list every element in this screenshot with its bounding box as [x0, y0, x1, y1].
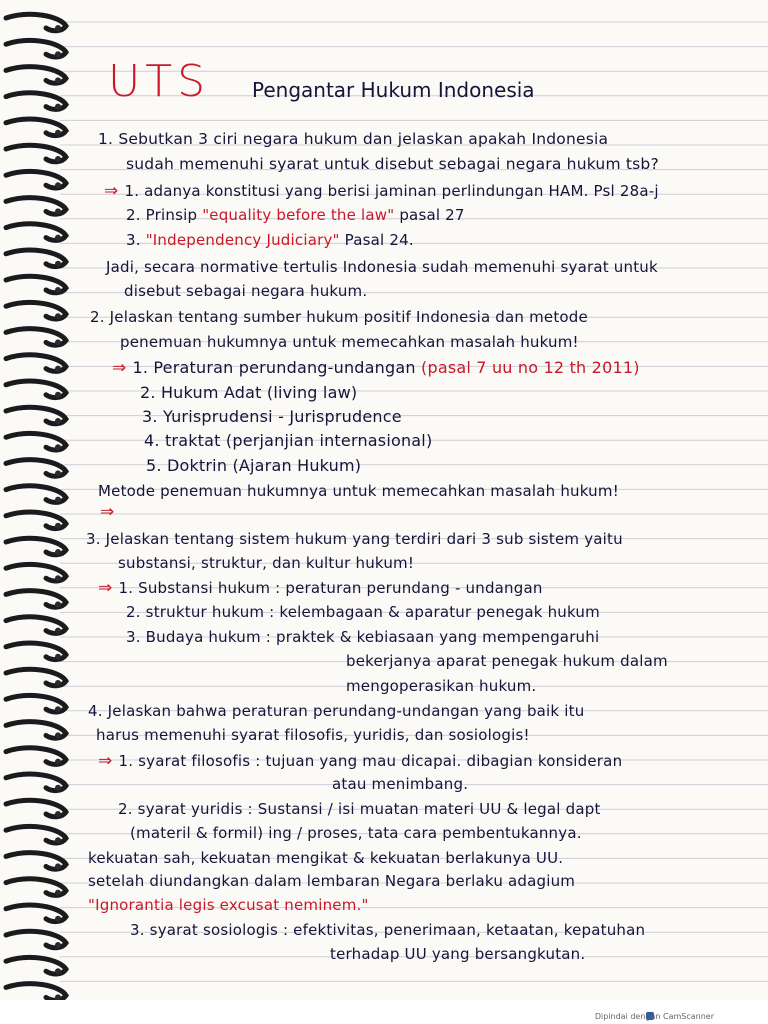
answer-4-item-1-line-2: atau menimbang.: [332, 775, 469, 793]
page-subtitle: Pengantar Hukum Indonesia: [252, 78, 535, 102]
punch-hole: [55, 523, 61, 529]
punch-hole: [55, 732, 61, 738]
question-4-line-1: 4. Jelaskan bahwa peraturan perundang-undangan yang baik itu: [88, 702, 585, 720]
punch-hole: [55, 366, 61, 372]
answer-2-item-1-reference: (pasal 7 uu no 12 th 2011): [421, 358, 640, 377]
answer-1-item-2-article: pasal 27: [394, 206, 465, 224]
punch-hole: [55, 104, 61, 110]
answer-3-item-3-line-1: 3. Budaya hukum : praktek & kebiasaan yang mempengaruhi: [126, 628, 600, 646]
answer-4-item-2-line-2: (materil & formil) ing / proses, tata cara pembentukannya.: [130, 824, 582, 842]
punch-hole: [55, 130, 61, 136]
spiral-binding: [0, 0, 80, 1000]
answer-1-item-3-principle: "Independency Judiciary": [145, 231, 340, 249]
punch-hole: [55, 628, 61, 634]
punch-hole: [55, 654, 61, 660]
arrow-icon: ⇒: [104, 181, 119, 201]
question-3-line-2: substansi, struktur, dan kultur hukum!: [118, 554, 415, 572]
answer-1-conclusion-line-1: Jadi, secara normative tertulis Indonesia sudah memenuhi syarat untuk: [106, 258, 658, 276]
punch-hole: [55, 25, 61, 31]
answer-3-item-1: [98, 578, 543, 598]
punch-hole: [55, 497, 61, 503]
question-2-line-1: 2. Jelaskan tentang sumber hukum positif Indonesia dan metode: [90, 308, 588, 326]
answer-1-item-3-prefix: 3.: [126, 231, 146, 249]
question-1-line-1: 1. Sebutkan 3 ciri negara hukum dan jelaskan apakah Indonesia: [98, 130, 609, 148]
punch-hole: [55, 77, 61, 83]
punch-hole: [55, 261, 61, 267]
answer-3-item-3-line-3: mengoperasikan hukum.: [346, 677, 537, 695]
answer-1-item-2: [126, 206, 465, 224]
arrow-icon: ⇒: [112, 358, 127, 378]
answer-4-item-2-line-4: setelah diundangkan dalam lembaran Negara berlaku adagium: [88, 872, 576, 890]
answer-2-item-3: 3. Yurisprudensi - Jurisprudence: [142, 407, 402, 426]
answer-2-method-arrow: [100, 502, 120, 522]
answer-1-conclusion-line-2: disebut sebagai negara hukum.: [124, 282, 368, 300]
answer-2-method-line: Metode penemuan hukumnya untuk memecahkan masalah hukum!: [98, 482, 619, 500]
question-2-line-2: penemuan hukumnya untuk memecahkan masalah hukum!: [120, 333, 579, 351]
question-3-line-1: 3. Jelaskan tentang sistem hukum yang terdiri dari 3 sub sistem yaitu: [86, 530, 623, 548]
punch-hole: [55, 942, 61, 948]
punch-hole: [55, 51, 61, 57]
answer-4-item-2-line-1: 2. syarat yuridis : Sustansi / isi muatan materi UU & legal dapt: [118, 800, 601, 818]
punch-hole: [55, 235, 61, 241]
punch-hole: [55, 916, 61, 922]
arrow-icon: ⇒: [100, 502, 115, 522]
answer-4-item-3-line-1: 3. syarat sosiologis : efektivitas, penerimaan, ketaatan, kepatuhan: [130, 921, 646, 939]
punch-hole: [55, 313, 61, 319]
question-4-line-2: harus memenuhi syarat filosofis, yuridis, dan sosiologis!: [96, 726, 530, 744]
punch-hole: [55, 890, 61, 896]
punch-hole: [55, 863, 61, 869]
punch-hole: [55, 680, 61, 686]
punch-hole: [55, 575, 61, 581]
answer-2-item-1-text: 1. Peraturan perundang-undangan: [132, 358, 416, 377]
answer-4-item-2-adagium: "Ignorantia legis excusat neminem.": [88, 896, 369, 914]
punch-hole: [55, 444, 61, 450]
punch-hole: [55, 837, 61, 843]
answer-3-item-1-text: 1. Substansi hukum : peraturan perundang - undangan: [118, 579, 543, 597]
punch-hole: [55, 470, 61, 476]
punch-hole: [55, 208, 61, 214]
answer-4-item-3-line-2: terhadap UU yang bersangkutan.: [330, 945, 586, 963]
punch-hole: [55, 706, 61, 712]
punch-hole: [55, 759, 61, 765]
scanner-watermark: Dipindai dengan CamScanner: [594, 1012, 714, 1021]
punch-hole: [55, 785, 61, 791]
arrow-icon: ⇒: [98, 578, 113, 598]
answer-4-item-1-text: 1. syarat filosofis : tujuan yang mau dicapai. dibagian konsideran: [118, 752, 623, 770]
answer-3-item-3-line-2: bekerjanya aparat penegak hukum dalam: [346, 652, 668, 670]
punch-hole: [55, 601, 61, 607]
question-1-line-2: sudah memenuhi syarat untuk disebut sebagai negara hukum tsb?: [126, 155, 659, 173]
answer-3-item-2: 2. struktur hukum : kelembagaan & aparatur penegak hukum: [126, 603, 600, 621]
punch-hole: [55, 968, 61, 974]
answer-2-item-4: 4. traktat (perjanjian internasional): [144, 431, 433, 450]
answer-1-item-3: [126, 231, 414, 249]
punch-hole: [55, 549, 61, 555]
answer-1-item-2-principle: "equality before the law": [202, 206, 395, 224]
answer-4-item-1-line-1: [98, 751, 622, 771]
answer-1-item-1-text: 1. adanya konstitusi yang berisi jaminan perlindungan HAM. Psl 28a-j: [124, 182, 659, 200]
answer-1-item-2-prefix: 2. Prinsip: [126, 206, 203, 224]
punch-hole: [55, 339, 61, 345]
answer-2-item-5: 5. Doktrin (Ajaran Hukum): [146, 456, 362, 475]
page-title: UTS: [108, 56, 211, 107]
answer-2-item-1: [112, 358, 640, 378]
punch-hole: [55, 156, 61, 162]
punch-hole: [55, 811, 61, 817]
answer-4-item-2-line-3: kekuatan sah, kekuatan mengikat & kekuatan berlakunya UU.: [88, 849, 564, 867]
answer-1-item-3-article: Pasal 24.: [339, 231, 414, 249]
punch-hole: [55, 392, 61, 398]
punch-hole: [55, 418, 61, 424]
punch-hole: [55, 182, 61, 188]
answer-2-item-2: 2. Hukum Adat (living law): [140, 383, 358, 402]
arrow-icon: ⇒: [98, 751, 113, 771]
punch-hole: [55, 287, 61, 293]
answer-1-item-1: [104, 181, 659, 201]
